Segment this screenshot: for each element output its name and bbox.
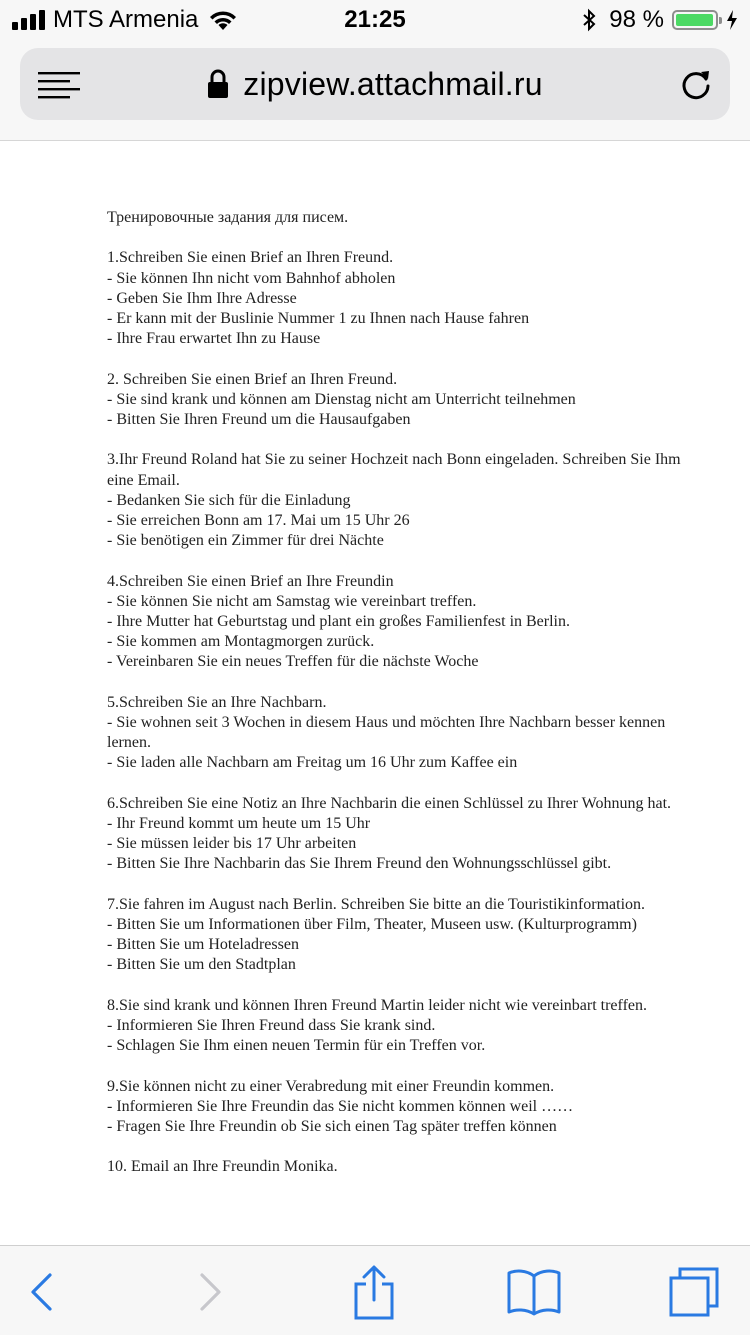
section-line: - Sie können Ihn nicht vom Bahnhof abholen bbox=[107, 269, 396, 287]
section-line: - Informieren Sie Ihre Freundin das Sie nicht kommen können weil …… bbox=[107, 1097, 574, 1115]
charging-icon bbox=[726, 10, 738, 30]
reload-icon[interactable] bbox=[678, 66, 714, 102]
section-line: - Geben Sie Ihm Ihre Adresse bbox=[107, 289, 297, 307]
section-line: - Vereinbaren Sie ein neues Treffen für die nächste Woche bbox=[107, 653, 479, 671]
section-line: - Sie laden alle Nachbarn am Freitag um 16 Uhr zum Kaffee ein bbox=[107, 754, 518, 772]
section-heading: 5.Schreiben Sie an Ihre Nachbarn. bbox=[107, 693, 327, 711]
section-line: - Informieren Sie Ihren Freund dass Sie krank sind. bbox=[107, 1017, 436, 1034]
forward-button[interactable] bbox=[182, 1264, 238, 1320]
section-heading: 9.Sie können nicht zu einer Verabredung mit einer Freundin kommen. bbox=[107, 1077, 555, 1095]
browser-header bbox=[0, 40, 750, 141]
status-bar bbox=[0, 0, 750, 40]
section-line: - Sie kommen am Montagmorgen zurück. bbox=[107, 633, 375, 651]
url-text[interactable]: zipview.attachmail.ru bbox=[243, 65, 543, 102]
document-section bbox=[107, 1077, 707, 1138]
carrier-name: MTS Armenia bbox=[53, 6, 199, 33]
bluetooth-icon bbox=[581, 8, 597, 32]
bookmarks-button[interactable] bbox=[504, 1264, 564, 1320]
url-display[interactable] bbox=[20, 48, 730, 120]
section-heading: 7.Sie fahren im August nach Berlin. Schreiben Sie bitte an die Touristikinformation. bbox=[107, 895, 646, 913]
section-line: - Fragen Sie Ihre Freundin ob Sie sich einen Tag später treffen können bbox=[107, 1118, 557, 1135]
back-button[interactable] bbox=[14, 1264, 70, 1320]
section-heading: 6.Schreiben Sie eine Notiz an Ihre Nachbarin die einen Schlüssel zu Ihrer Wohnung hat. bbox=[107, 794, 672, 812]
bottom-toolbar bbox=[0, 1245, 750, 1335]
document-title: Тренировочные задания для писем. bbox=[107, 209, 349, 226]
section-heading: 1.Schreiben Sie einen Brief an Ihren Freund. bbox=[107, 249, 394, 267]
address-bar[interactable] bbox=[20, 48, 730, 120]
section-line: - Bitten Sie um Hoteladressen bbox=[107, 936, 299, 954]
document-section bbox=[107, 248, 707, 349]
section-line: - Ihre Frau erwartet Ihn zu Hause bbox=[107, 330, 321, 348]
clock: 21:25 bbox=[344, 6, 406, 33]
section-line: - Bedanken Sie sich für die Einladung bbox=[107, 491, 351, 509]
document-section bbox=[107, 794, 707, 875]
forward-icon bbox=[196, 1272, 224, 1312]
share-icon bbox=[352, 1264, 396, 1320]
section-line: - Sie benötigen ein Zimmer für drei Nächte bbox=[107, 532, 384, 550]
document-section bbox=[107, 1157, 707, 1177]
battery-level bbox=[676, 14, 713, 26]
document-section bbox=[107, 370, 707, 431]
section-line: - Schlagen Sie Ihm einen neuen Termin für ein Treffen vor. bbox=[107, 1037, 486, 1055]
section-line: - Sie wohnen seit 3 Wochen in diesem Haus und möchten Ihre Nachbarn besser kennen lernen. bbox=[107, 714, 670, 752]
battery-icon bbox=[672, 10, 718, 30]
document-section bbox=[107, 895, 707, 976]
section-heading: 8.Sie sind krank und können Ihren Freund Martin leider nicht wie vereinbart treffen. bbox=[107, 996, 647, 1014]
section-heading: 4.Schreiben Sie einen Brief an Ihre Freundin bbox=[107, 572, 394, 590]
document-section bbox=[107, 572, 707, 673]
lock-icon bbox=[207, 69, 229, 99]
section-line: - Sie können Sie nicht am Samstag wie vereinbart treffen. bbox=[107, 592, 477, 610]
back-icon bbox=[28, 1272, 56, 1312]
section-heading: 2. Schreiben Sie einen Brief an Ihren Freund. bbox=[107, 370, 398, 388]
section-heading: 3.Ihr Freund Roland hat Sie zu seiner Hochzeit nach Bonn eingeladen. Schreiben Sie Ihm eine Email. bbox=[107, 451, 685, 489]
document-section bbox=[107, 996, 707, 1057]
section-line: - Er kann mit der Buslinie Nummer 1 zu Ihnen nach Hause fahren bbox=[107, 310, 530, 327]
section-line: - Bitten Sie Ihren Freund um die Hausaufgaben bbox=[107, 411, 411, 428]
section-line: - Bitten Sie um den Stadtplan bbox=[107, 956, 296, 974]
section-line: - Ihre Mutter hat Geburtstag und plant ein großes Familienfest in Berlin. bbox=[107, 613, 570, 630]
status-right bbox=[581, 6, 738, 34]
section-line: - Ihr Freund kommt um heute um 15 Uhr bbox=[107, 815, 371, 832]
tabs-button[interactable] bbox=[666, 1264, 722, 1320]
document-section bbox=[107, 693, 707, 774]
document-section bbox=[107, 450, 707, 551]
section-line: - Sie erreichen Bonn am 17. Mai um 15 Uhr 26 bbox=[107, 512, 410, 529]
battery-percent: 98 % bbox=[609, 6, 664, 33]
section-line: - Bitten Sie um Informationen über Film, Theater, Museen usw. (Kulturprogramm) bbox=[107, 916, 637, 933]
section-line: - Sie müssen leider bis 17 Uhr arbeiten bbox=[107, 835, 357, 853]
page-content[interactable] bbox=[0, 141, 750, 1245]
document bbox=[107, 208, 707, 1198]
section-line: - Sie sind krank und können am Dienstag nicht am Unterricht teilnehmen bbox=[107, 390, 576, 408]
section-line: - Bitten Sie Ihre Nachbarin das Sie Ihrem Freund den Wohnungsschlüssel gibt. bbox=[107, 855, 612, 873]
section-heading: 10. Email an Ihre Freundin Monika. bbox=[107, 1158, 338, 1176]
share-button[interactable] bbox=[346, 1264, 402, 1320]
bookmarks-icon bbox=[506, 1268, 562, 1316]
tabs-icon bbox=[668, 1266, 720, 1318]
